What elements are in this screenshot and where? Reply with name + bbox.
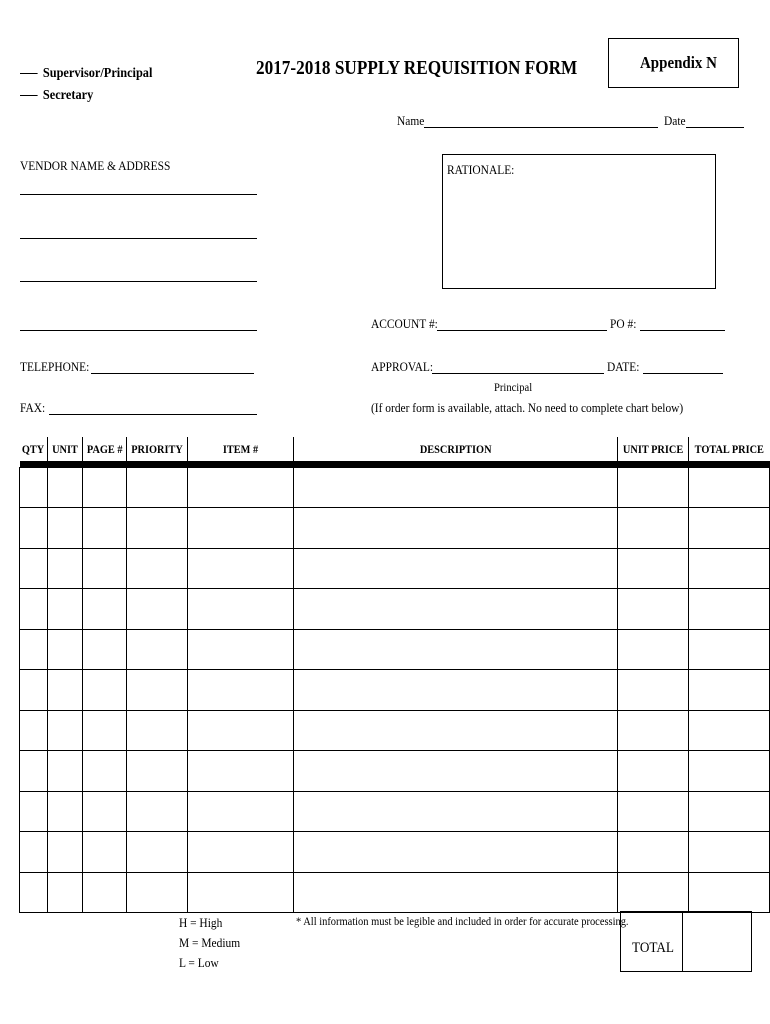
approval-label: APPROVAL: [371,359,434,374]
vendor-line-4[interactable] [20,330,257,331]
cell-priority[interactable] [126,872,187,913]
name-label: Name [397,113,425,128]
col-unit-price: UNIT PRICE [617,437,688,461]
cell-item[interactable] [187,467,294,508]
cell-item[interactable] [187,589,294,630]
vendor-line-3[interactable] [20,281,257,282]
cell-unit[interactable] [47,832,82,873]
cell-priority[interactable] [126,548,187,589]
fax-field[interactable] [49,414,257,415]
col-total-price: TOTAL PRICE [688,437,769,461]
legend-medium: M = Medium [179,935,241,950]
cell-page[interactable] [82,548,126,589]
cell-qty[interactable] [20,872,48,913]
cell-description[interactable] [294,508,617,549]
vendor-label: VENDOR NAME & ADDRESS [20,158,171,173]
approval-date-label: DATE: [607,359,640,374]
cell-unit[interactable] [47,548,82,589]
cell-page[interactable] [82,872,126,913]
role-checklist [20,63,152,107]
cell-unit-price[interactable] [617,508,688,549]
telephone-field[interactable] [91,373,254,374]
cell-priority[interactable] [126,832,187,873]
table-row [20,589,770,630]
cell-description[interactable] [294,751,617,792]
priority-legend [179,913,240,973]
cell-qty[interactable] [20,467,48,508]
rationale-label: RATIONALE: [447,162,515,177]
cell-page[interactable] [82,751,126,792]
col-page: PAGE # [82,437,126,461]
cell-page[interactable] [82,589,126,630]
date-field[interactable] [686,127,744,128]
cell-total-price[interactable] [688,548,769,589]
table-row [20,670,770,711]
role-blank[interactable] [20,95,38,96]
cell-description[interactable] [294,629,617,670]
cell-unit-price[interactable] [617,710,688,751]
cell-description[interactable] [294,670,617,711]
cell-item[interactable] [187,670,294,711]
cell-unit-price[interactable] [617,548,688,589]
table-row [20,832,770,873]
items-table [19,437,770,913]
cell-total-price[interactable] [688,589,769,630]
cell-total-price[interactable] [688,629,769,670]
cell-qty[interactable] [20,629,48,670]
col-qty: QTY [22,441,45,456]
table-header [20,437,770,461]
cell-total-price[interactable] [688,832,769,873]
total-divider [682,912,683,971]
vendor-line-1[interactable] [20,194,257,195]
cell-item[interactable] [187,751,294,792]
cell-qty[interactable] [20,508,48,549]
cell-total-price[interactable] [688,872,769,913]
cell-unit-price[interactable] [617,670,688,711]
name-field[interactable] [424,127,658,128]
total-box [620,911,752,972]
po-label: PO #: [610,316,637,331]
account-label: ACCOUNT #: [371,316,438,331]
cell-priority[interactable] [126,751,187,792]
table-row [20,710,770,751]
cell-qty[interactable] [20,548,48,589]
cell-priority[interactable] [126,508,187,549]
cell-total-price[interactable] [688,710,769,751]
cell-page[interactable] [82,670,126,711]
legend-high: H = High [179,915,223,930]
cell-priority[interactable] [126,589,187,630]
cell-item[interactable] [187,508,294,549]
cell-total-price[interactable] [688,467,769,508]
date-label: Date [664,113,686,128]
form-title: 2017-2018 SUPPLY REQUISITION FORM [256,57,578,79]
cell-priority[interactable] [126,791,187,832]
table-row [20,791,770,832]
table-row [20,751,770,792]
cell-description[interactable] [294,548,617,589]
cell-item[interactable] [187,872,294,913]
cell-page[interactable] [82,508,126,549]
cell-qty[interactable] [20,791,48,832]
table-row [20,629,770,670]
table-row [20,508,770,549]
rationale-box[interactable] [442,154,716,289]
cell-priority[interactable] [126,710,187,751]
cell-item[interactable] [187,710,294,751]
cell-item[interactable] [187,832,294,873]
cell-total-price[interactable] [688,751,769,792]
vendor-line-2[interactable] [20,238,257,239]
role-secretary[interactable]: Secretary [20,85,152,107]
cell-item[interactable] [187,629,294,670]
total-label: TOTAL [632,940,674,956]
cell-qty[interactable] [20,670,48,711]
cell-total-price[interactable] [688,508,769,549]
cell-description[interactable] [294,710,617,751]
cell-item[interactable] [187,791,294,832]
cell-unit-price[interactable] [617,791,688,832]
cell-priority[interactable] [126,670,187,711]
cell-unit-price[interactable] [617,832,688,873]
legend-low: L = Low [179,955,219,970]
telephone-label: TELEPHONE: [20,359,90,374]
table-row [20,467,770,508]
col-unit: UNIT [47,437,82,461]
cell-description[interactable] [294,832,617,873]
fax-label: FAX: [20,400,46,415]
legibility-note: * All information must be legible and included in order for accurate processing. [296,914,629,928]
cell-unit[interactable] [47,791,82,832]
cell-page[interactable] [82,710,126,751]
table-row [20,548,770,589]
account-field[interactable] [437,330,607,331]
cell-unit[interactable] [47,508,82,549]
cell-unit-price[interactable] [617,467,688,508]
appendix-label: Appendix N [640,53,717,72]
cell-unit-price[interactable] [617,872,688,913]
cell-priority[interactable] [126,629,187,670]
cell-page[interactable] [82,629,126,670]
col-item: ITEM # [187,437,294,461]
cell-qty[interactable] [20,751,48,792]
cell-description[interactable] [294,872,617,913]
cell-description[interactable] [294,467,617,508]
cell-page[interactable] [82,467,126,508]
appendix-box [608,38,739,88]
cell-priority[interactable] [126,467,187,508]
col-priority: PRIORITY [126,437,187,461]
cell-unit-price[interactable] [617,589,688,630]
cell-total-price[interactable] [688,670,769,711]
cell-qty[interactable] [20,710,48,751]
cell-unit-price[interactable] [617,629,688,670]
principal-label: Principal [494,380,533,394]
cell-unit[interactable] [47,751,82,792]
cell-description[interactable] [294,791,617,832]
cell-item[interactable] [187,548,294,589]
cell-qty[interactable] [20,832,48,873]
cell-unit[interactable] [47,872,82,913]
cell-unit[interactable] [47,467,82,508]
cell-qty[interactable] [20,589,48,630]
approval-date-field[interactable] [643,373,723,374]
cell-unit[interactable] [47,710,82,751]
cell-unit[interactable] [47,629,82,670]
cell-unit[interactable] [47,589,82,630]
attach-note: (If order form is available, attach. No need to complete chart below) [371,400,684,415]
cell-total-price[interactable] [688,791,769,832]
cell-description[interactable] [294,589,617,630]
role-supervisor-principal[interactable]: Supervisor/Principal [20,63,152,85]
po-field[interactable] [640,330,725,331]
cell-page[interactable] [82,791,126,832]
approval-field[interactable] [432,373,604,374]
role-blank[interactable] [20,73,38,74]
col-description: DESCRIPTION [294,437,617,461]
cell-unit[interactable] [47,670,82,711]
cell-page[interactable] [82,832,126,873]
table-row [20,872,770,913]
cell-unit-price[interactable] [617,751,688,792]
